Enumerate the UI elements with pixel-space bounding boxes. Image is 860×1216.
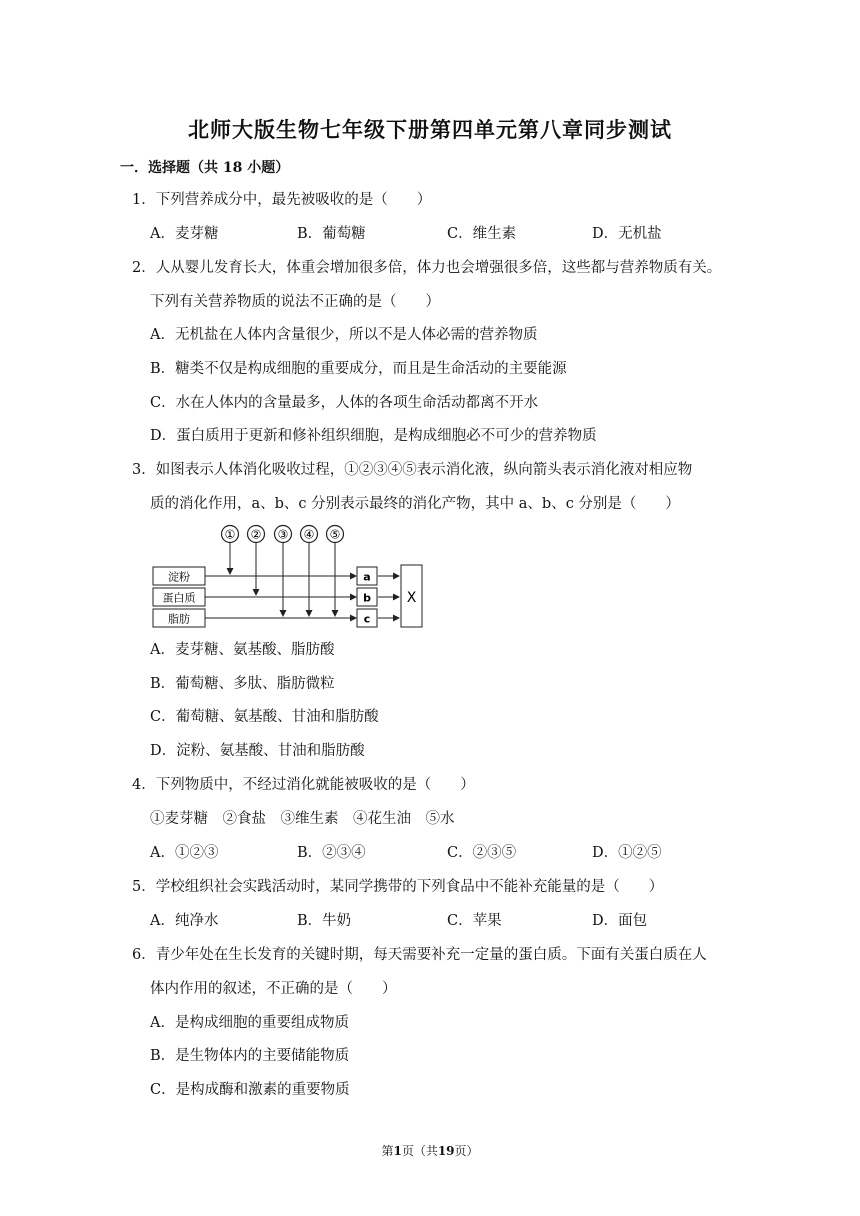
circle-3: [275, 526, 292, 543]
svg-text:④: ④: [303, 527, 315, 542]
current-page-number: 1: [393, 1144, 402, 1158]
q4-option-c[interactable]: C．②③⑤: [447, 845, 517, 861]
q1-option-b[interactable]: B．葡萄糖: [297, 226, 366, 242]
q2-stem-line1: 2．人从婴儿发育长大，体重会增加很多倍，体力也会增强很多倍，这些都与营养物质有关。: [132, 260, 722, 276]
product-b: [357, 588, 377, 606]
circle-2: [248, 526, 265, 543]
q5-stem: 5．学校组织社会实践活动时，某同学携带的下列食品中不能补充能量的是（ ）: [132, 879, 664, 895]
svg-text:b: b: [363, 591, 371, 605]
q4-items: ①麦芽糖 ②食盐 ③维生素 ④花生油 ⑤水: [150, 811, 455, 827]
q1-option-c[interactable]: C．维生素: [447, 226, 517, 242]
q4-option-b[interactable]: B．②③④: [297, 845, 366, 861]
product-a: [357, 567, 377, 585]
section-heading: 一．选择题（共 18 小题）: [120, 160, 290, 176]
q6-option-a[interactable]: A．是构成细胞的重要组成物质: [150, 1015, 349, 1031]
svg-text:脂肪: 脂肪: [168, 612, 190, 626]
row-fat: [153, 609, 205, 627]
page-title: 北师大版生物七年级下册第四单元第八章同步测试: [188, 117, 672, 142]
svg-text:②: ②: [250, 527, 262, 542]
q3-option-c[interactable]: C．葡萄糖、氨基酸、甘油和脂肪酸: [150, 709, 379, 725]
circle-5: [327, 526, 344, 543]
q5-option-b[interactable]: B．牛奶: [297, 913, 352, 929]
svg-text:淀粉: 淀粉: [168, 570, 190, 584]
q2-option-c[interactable]: C．水在人体内的含量最多，人体的各项生命活动都离不开水: [150, 395, 539, 411]
circle-1: [222, 526, 239, 543]
q6-stem-line2: 体内作用的叙述，不正确的是（ ）: [150, 981, 397, 997]
absorption-box-x: [401, 565, 422, 627]
q2-stem-line2: 下列有关营养物质的说法不正确的是（ ）: [150, 294, 440, 310]
svg-text:c: c: [363, 612, 371, 626]
q3-stem-line1: 3．如图表示人体消化吸收过程，①②③④⑤表示消化液，纵向箭头表示消化液对相应物: [132, 462, 693, 478]
svg-text:③: ③: [277, 527, 289, 542]
q3-option-a[interactable]: A．麦芽糖、氨基酸、脂肪酸: [150, 642, 335, 658]
q3-option-b[interactable]: B．葡萄糖、多肽、脂肪微粒: [150, 676, 335, 692]
q1-option-d[interactable]: D．无机盐: [592, 226, 662, 242]
page-footer: 第1页（共19页）: [381, 1144, 479, 1158]
q3-stem-line2: 质的消化作用，a、b、c 分别表示最终的消化产物，其中 a、b、c 分别是（ ）: [150, 496, 680, 512]
svg-text:X: X: [406, 590, 417, 606]
q1-option-a[interactable]: A．麦芽糖: [150, 226, 219, 242]
q5-option-a[interactable]: A．纯净水: [150, 913, 219, 929]
q4-option-a[interactable]: A．①②③: [150, 845, 219, 861]
q6-option-b[interactable]: B．是生物体内的主要储能物质: [150, 1048, 350, 1064]
product-c: [357, 609, 377, 627]
q3-option-d[interactable]: D．淀粉、氨基酸、甘油和脂肪酸: [150, 743, 365, 759]
q2-option-a[interactable]: A．无机盐在人体内含量很少，所以不是人体必需的营养物质: [150, 327, 538, 343]
q6-stem-line1: 6．青少年处在生长发育的关键时期，每天需要补充一定量的蛋白质。下面有关蛋白质在人: [132, 947, 707, 963]
svg-text:a: a: [363, 570, 371, 584]
svg-text:蛋白质: 蛋白质: [162, 591, 196, 605]
q5-option-d[interactable]: D．面包: [592, 913, 648, 929]
q4-stem: 4．下列物质中，不经过消化就能被吸收的是（ ）: [132, 777, 475, 793]
q6-option-c[interactable]: C．是构成酶和激素的重要物质: [150, 1082, 350, 1098]
row-starch: [153, 567, 205, 585]
q4-option-d[interactable]: D．①②⑤: [592, 845, 662, 861]
circle-4: [301, 526, 318, 543]
svg-text:①: ①: [224, 527, 236, 542]
q1-stem: 1．下列营养成分中，最先被吸收的是（ ）: [132, 192, 432, 208]
row-protein: [153, 588, 205, 606]
q5-option-c[interactable]: C．苹果: [447, 913, 502, 929]
svg-text:⑤: ⑤: [329, 527, 341, 542]
q2-option-d[interactable]: D．蛋白质用于更新和修补组织细胞，是构成细胞必不可少的营养物质: [150, 428, 597, 444]
digestion-diagram: [150, 522, 430, 634]
q2-option-b[interactable]: B．糖类不仅是构成细胞的重要成分，而且是生命活动的主要能源: [150, 361, 567, 377]
total-page-number: 19: [437, 1144, 455, 1158]
